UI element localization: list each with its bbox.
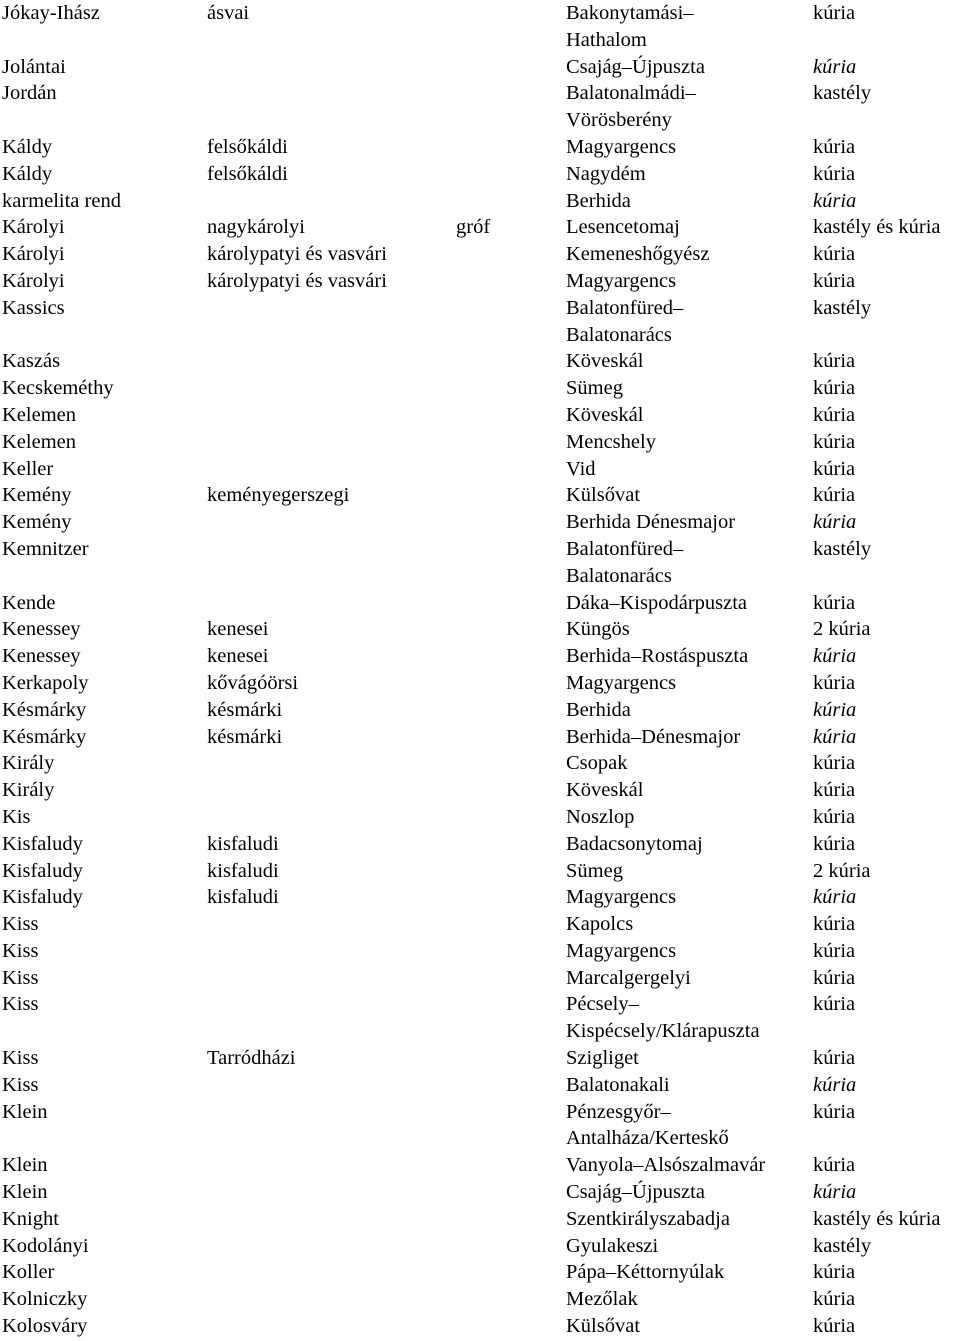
place-cell: Balatonalmádi– Vörösberény xyxy=(566,82,696,132)
place-cell: Vid xyxy=(566,457,596,480)
building-type-cell: kúria xyxy=(813,886,857,909)
place-cell: Mezőlak xyxy=(566,1288,638,1311)
building-type-cell: kúria xyxy=(813,671,856,694)
table-row xyxy=(0,884,960,911)
building-type-cell: kúria xyxy=(813,1315,856,1338)
family-name-cell: Kemnitzer xyxy=(2,537,89,560)
place-cell: Magyargencs xyxy=(566,269,677,292)
table-row xyxy=(0,1072,960,1099)
place-cell: Balatonakali xyxy=(566,1073,670,1096)
table-row xyxy=(0,188,960,215)
table-row xyxy=(0,991,960,1045)
table-row xyxy=(0,134,960,161)
place-cell: Kapolcs xyxy=(566,913,634,936)
prefix-cell: keményegerszegi xyxy=(207,484,350,507)
place-cell: Küngös xyxy=(566,618,630,641)
family-name-cell: Kemény xyxy=(2,484,72,507)
place-cell: Berhida–Rostáspuszta xyxy=(566,645,749,668)
family-name-cell: Klein xyxy=(2,1181,48,1204)
table-row xyxy=(0,750,960,777)
family-name-cell: Kelemen xyxy=(2,403,76,426)
place-cell: Pécsely– Kispécsely/Klárapuszta xyxy=(566,993,760,1043)
building-type-cell: kúria xyxy=(813,966,856,989)
family-name-cell: Kisfaludy xyxy=(2,832,83,855)
prefix-cell: ásvai xyxy=(207,2,250,24)
place-cell: Magyargencs xyxy=(566,939,677,962)
building-type-cell: 2 kúria xyxy=(813,859,871,882)
family-name-cell: Jókay-Ihász xyxy=(2,2,100,24)
table-row xyxy=(0,697,960,724)
table-row xyxy=(0,1286,960,1313)
building-type-cell: kúria xyxy=(813,832,856,855)
table-row xyxy=(0,831,960,858)
building-type-cell: kúria xyxy=(813,2,856,24)
table-row xyxy=(0,670,960,697)
place-cell: Berhida xyxy=(566,189,631,212)
place-cell: Külsővat xyxy=(566,1315,641,1338)
building-type-cell: 2 kúria xyxy=(813,618,871,641)
family-name-cell: Jordán xyxy=(2,82,57,105)
place-cell: Magyargencs xyxy=(566,671,677,694)
family-name-cell: Kenessey xyxy=(2,618,81,641)
family-name-cell: Kende xyxy=(2,591,56,614)
table-row xyxy=(0,54,960,81)
building-type-cell: kúria xyxy=(813,779,856,802)
prefix-cell: felsőkáldi xyxy=(207,135,288,158)
place-cell: Magyargencs xyxy=(566,135,677,158)
building-type-cell: kúria xyxy=(813,189,857,212)
table-row xyxy=(0,80,960,134)
table-row xyxy=(0,965,960,992)
family-name-cell: Kemény xyxy=(2,511,72,534)
family-name-cell: Kiss xyxy=(2,993,39,1016)
place-cell: Köveskál xyxy=(566,350,644,373)
building-type-cell: kúria xyxy=(813,993,856,1016)
building-type-cell: kúria xyxy=(813,1047,856,1070)
family-name-cell: karmelita rend xyxy=(2,189,121,212)
family-name-cell: Kisfaludy xyxy=(2,859,83,882)
place-cell: Köveskál xyxy=(566,779,644,802)
table-row xyxy=(0,1233,960,1260)
family-name-cell: Koller xyxy=(2,1261,55,1284)
place-cell: Noszlop xyxy=(566,805,635,828)
table-row xyxy=(0,161,960,188)
prefix-cell: kisfaludi xyxy=(207,886,279,909)
building-type-cell: kúria xyxy=(813,377,856,400)
building-type-cell: kúria xyxy=(813,511,857,534)
title-cell: gróf xyxy=(456,216,491,239)
building-type-cell: kúria xyxy=(813,457,856,480)
family-name-cell: Kiss xyxy=(2,1047,39,1070)
place-cell: Lesencetomaj xyxy=(566,216,680,239)
family-name-cell: Klein xyxy=(2,1154,48,1177)
place-cell: Szentkirályszabadja xyxy=(566,1207,730,1230)
place-cell: Szigliget xyxy=(566,1047,639,1070)
building-type-cell: kúria xyxy=(813,752,856,775)
place-cell: Sümeg xyxy=(566,377,623,400)
place-cell: Dáka–Kispodárpuszta xyxy=(566,591,748,614)
table-row xyxy=(0,911,960,938)
table-row xyxy=(0,241,960,268)
building-type-cell: kastély és kúria xyxy=(813,1207,941,1230)
building-type-cell: kúria xyxy=(813,725,857,748)
table-row xyxy=(0,482,960,509)
building-type-cell: kúria xyxy=(813,1100,856,1123)
table-row xyxy=(0,858,960,885)
prefix-cell: Tarródházi xyxy=(207,1047,296,1070)
building-type-cell: kúria xyxy=(813,1181,857,1204)
family-name-cell: Károlyi xyxy=(2,269,65,292)
table-row xyxy=(0,1099,960,1153)
table-row xyxy=(0,724,960,751)
table-row xyxy=(0,938,960,965)
prefix-cell: felsőkáldi xyxy=(207,162,288,185)
prefix-cell: kisfaludi xyxy=(207,859,279,882)
place-cell: Bakonytamási– Hathalom xyxy=(566,2,694,51)
place-cell: Csajág–Újpuszta xyxy=(566,55,705,78)
table-row xyxy=(0,536,960,590)
family-name-cell: Kolosváry xyxy=(2,1315,88,1338)
family-name-cell: Klein xyxy=(2,1100,48,1123)
family-name-cell: Kolniczky xyxy=(2,1288,88,1311)
family-name-cell: Kis xyxy=(2,805,31,828)
building-type-cell: kastély xyxy=(813,296,872,319)
building-type-cell: kúria xyxy=(813,350,856,373)
family-name-cell: Király xyxy=(2,779,55,802)
family-name-cell: Kerkapoly xyxy=(2,671,89,694)
place-cell: Balatonfüred– Balatonarács xyxy=(566,537,684,587)
place-cell: Sümeg xyxy=(566,859,623,882)
place-cell: Mencshely xyxy=(566,430,656,453)
table-row xyxy=(0,295,960,349)
table-row xyxy=(0,375,960,402)
table-row xyxy=(0,1206,960,1233)
family-name-cell: Kiss xyxy=(2,1073,39,1096)
table-row xyxy=(0,214,960,241)
table-row xyxy=(0,402,960,429)
family-name-cell: Káldy xyxy=(2,135,53,158)
prefix-cell: kenesei xyxy=(207,645,269,668)
family-name-cell: Káldy xyxy=(2,162,53,185)
building-type-cell: kúria xyxy=(813,430,856,453)
place-cell: Magyargencs xyxy=(566,886,677,909)
family-name-cell: Keller xyxy=(2,457,54,480)
place-cell: Pápa–Kéttornyúlak xyxy=(566,1261,725,1284)
place-cell: Gyulakeszi xyxy=(566,1234,659,1257)
prefix-cell: kővágóörsi xyxy=(207,671,299,694)
building-type-cell: kúria xyxy=(813,162,856,185)
family-name-cell: Jolántai xyxy=(2,55,66,78)
building-type-cell: kúria xyxy=(813,243,856,266)
place-cell: Csajág–Újpuszta xyxy=(566,1181,705,1204)
building-type-cell: kúria xyxy=(813,913,856,936)
building-type-cell: kastély xyxy=(813,82,872,105)
prefix-cell: késmárki xyxy=(207,725,283,748)
building-type-cell: kúria xyxy=(813,135,856,158)
table-row xyxy=(0,616,960,643)
building-type-cell: kúria xyxy=(813,591,856,614)
building-type-cell: kúria xyxy=(813,1154,856,1177)
building-type-cell: kastély xyxy=(813,537,872,560)
building-type-cell: kúria xyxy=(813,1073,857,1096)
table-row xyxy=(0,1045,960,1072)
table-row xyxy=(0,804,960,831)
table-row xyxy=(0,268,960,295)
family-name-cell: Károlyi xyxy=(2,243,65,266)
building-type-cell: kúria xyxy=(813,484,856,507)
family-name-cell: Kiss xyxy=(2,939,39,962)
table-row xyxy=(0,348,960,375)
table-row xyxy=(0,1179,960,1206)
table-row xyxy=(0,643,960,670)
building-type-cell: kúria xyxy=(813,269,856,292)
place-cell: Csopak xyxy=(566,752,628,775)
building-type-cell: kúria xyxy=(813,403,856,426)
family-name-cell: Kisfaludy xyxy=(2,886,83,909)
prefix-cell: késmárki xyxy=(207,698,283,721)
family-name-cell: Késmárky xyxy=(2,725,87,748)
table-row xyxy=(0,456,960,483)
family-name-cell: Kodolányi xyxy=(2,1234,89,1257)
place-cell: Badacsonytomaj xyxy=(566,832,703,855)
place-cell: Marcalgergelyi xyxy=(566,966,691,989)
family-name-cell: Kassics xyxy=(2,296,65,319)
building-type-cell: kúria xyxy=(813,1261,856,1284)
place-cell: Balatonfüred– Balatonarács xyxy=(566,296,684,346)
table-row xyxy=(0,777,960,804)
building-type-cell: kúria xyxy=(813,55,857,78)
prefix-cell: kisfaludi xyxy=(207,832,279,855)
building-type-cell: kastély és kúria xyxy=(813,216,941,239)
family-name-cell: Kecskeméthy xyxy=(2,377,114,400)
table-row xyxy=(0,429,960,456)
prefix-cell: kenesei xyxy=(207,618,269,641)
family-name-cell: Kiss xyxy=(2,966,39,989)
place-cell: Nagydém xyxy=(566,162,646,185)
place-cell: Köveskál xyxy=(566,403,644,426)
family-name-cell: Király xyxy=(2,752,55,775)
family-name-cell: Kelemen xyxy=(2,430,76,453)
table-row xyxy=(0,1152,960,1179)
place-cell: Berhida xyxy=(566,698,631,721)
place-cell: Külsővat xyxy=(566,484,641,507)
table-row xyxy=(0,590,960,617)
table-row xyxy=(0,0,960,54)
building-type-cell: kastély xyxy=(813,1234,872,1257)
family-name-cell: Kenessey xyxy=(2,645,81,668)
prefix-cell: károlypatyi és vasvári xyxy=(207,269,387,292)
table-row xyxy=(0,509,960,536)
prefix-cell: nagykárolyi xyxy=(207,216,305,239)
table-row xyxy=(0,1313,960,1340)
building-type-cell: kúria xyxy=(813,939,856,962)
building-type-cell: kúria xyxy=(813,698,857,721)
place-cell: Berhida Dénesmajor xyxy=(566,511,736,534)
place-cell: Kemeneshőgyész xyxy=(566,243,710,266)
place-cell: Vanyola–Alsószalmavár xyxy=(566,1154,766,1177)
prefix-cell: károlypatyi és vasvári xyxy=(207,243,387,266)
family-name-cell: Kiss xyxy=(2,913,39,936)
table-row xyxy=(0,1259,960,1286)
place-cell: Berhida–Dénesmajor xyxy=(566,725,741,748)
family-name-cell: Knight xyxy=(2,1207,59,1230)
building-type-cell: kúria xyxy=(813,645,857,668)
building-type-cell: kúria xyxy=(813,805,856,828)
family-name-cell: Kaszás xyxy=(2,350,61,373)
building-type-cell: kúria xyxy=(813,1288,856,1311)
family-name-cell: Károlyi xyxy=(2,216,65,239)
place-cell: Pénzesgyőr– Antalháza/Kerteskő xyxy=(566,1100,729,1150)
family-name-cell: Késmárky xyxy=(2,698,87,721)
